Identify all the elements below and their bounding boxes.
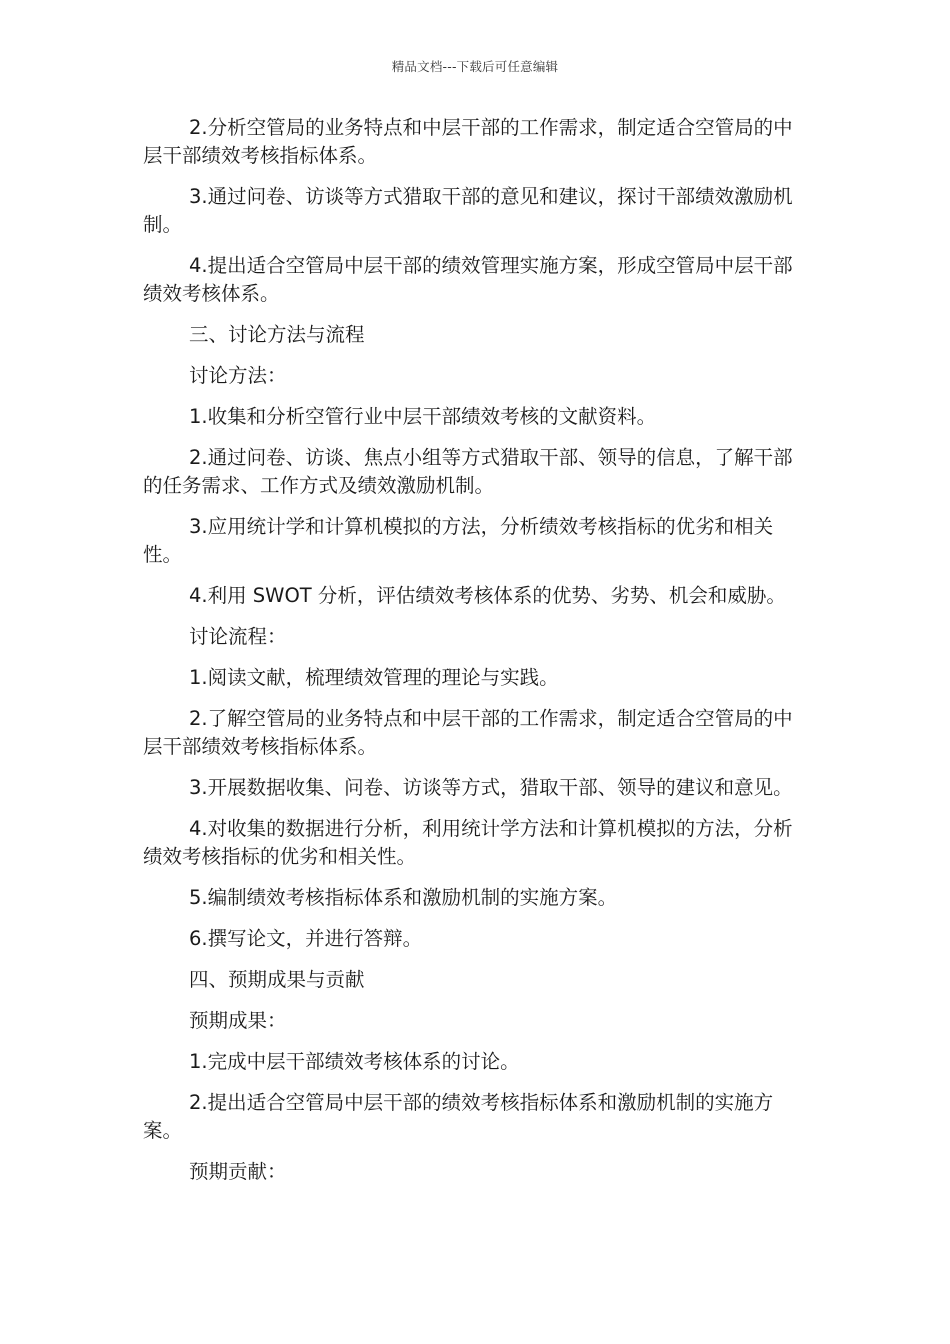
paragraph: 3.应用统计学和计算机模拟的方法，分析绩效考核指标的优劣和相关性。 xyxy=(143,515,774,566)
paragraph: 4.利用 SWOT 分析，评估绩效考核体系的优势、劣势、机会和威胁。 xyxy=(189,584,786,607)
paragraph: 1.阅读文献，梳理绩效管理的理论与实践。 xyxy=(189,666,559,689)
paragraph: 6.撰写论文，并进行答辩。 xyxy=(189,927,423,950)
paragraph: 2.了解空管局的业务特点和中层干部的工作需求，制定适合空管局的中层干部绩效考核指标体系。 xyxy=(143,707,793,758)
paragraph: 3.通过问卷、访谈等方式猎取干部的意见和建议，探讨干部绩效激励机制。 xyxy=(143,185,793,236)
subsection-heading: 预期成果： xyxy=(189,1009,287,1032)
paragraph: 1.完成中层干部绩效考核体系的讨论。 xyxy=(189,1050,520,1073)
paragraph: 1.收集和分析空管行业中层干部绩效考核的文献资料。 xyxy=(189,405,657,428)
section-heading: 四、预期成果与贡献 xyxy=(189,968,365,991)
paragraph: 4.提出适合空管局中层干部的绩效管理实施方案，形成空管局中层干部绩效考核体系。 xyxy=(143,254,793,305)
subsection-heading: 预期贡献： xyxy=(189,1160,287,1183)
document-body xyxy=(143,114,809,1199)
paragraph: 2.通过问卷、访谈、焦点小组等方式猎取干部、领导的信息，了解干部的任务需求、工作方式及绩效激励机制。 xyxy=(143,446,793,497)
paragraph: 2.提出适合空管局中层干部的绩效考核指标体系和激励机制的实施方案。 xyxy=(143,1091,774,1142)
paragraph: 2.分析空管局的业务特点和中层干部的工作需求，制定适合空管局的中层干部绩效考核指标体系。 xyxy=(143,116,793,167)
subsection-heading: 讨论流程： xyxy=(189,625,287,648)
paragraph: 3.开展数据收集、问卷、访谈等方式，猎取干部、领导的建议和意见。 xyxy=(189,776,793,799)
paragraph: 4.对收集的数据进行分析，利用统计学方法和计算机模拟的方法，分析绩效考核指标的优劣和相关性。 xyxy=(143,817,793,868)
subsection-heading: 讨论方法： xyxy=(189,364,287,387)
page-header: 精品文档---下载后可任意编辑 xyxy=(391,59,559,74)
section-heading: 三、讨论方法与流程 xyxy=(189,323,365,346)
paragraph: 5.编制绩效考核指标体系和激励机制的实施方案。 xyxy=(189,886,618,909)
